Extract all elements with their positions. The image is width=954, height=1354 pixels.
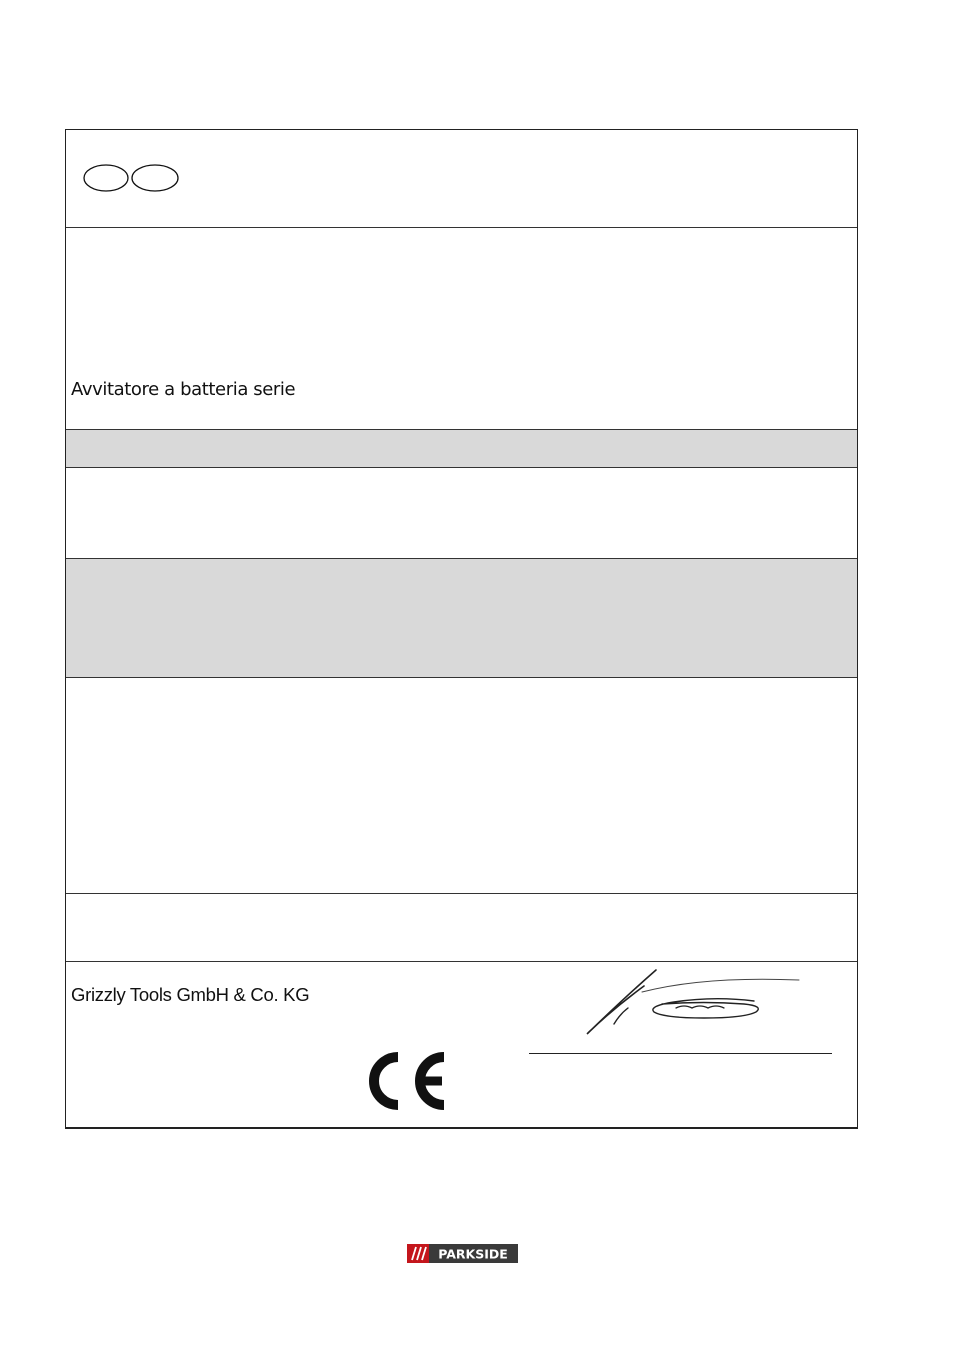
blank-row-3: [66, 894, 857, 962]
product-name: Avvitatore a batteria serie: [71, 379, 296, 400]
parkside-logo: [407, 1244, 518, 1263]
blank-row-1: [66, 468, 857, 559]
blank-row-2: [66, 678, 857, 894]
signature-line: [529, 1053, 832, 1054]
ce-mark-icon: [362, 1046, 448, 1116]
country-code-row: [66, 130, 857, 228]
product-row: [66, 228, 857, 430]
shaded-row-1: [66, 430, 857, 468]
signature-row: [66, 962, 857, 1128]
shaded-row-2: [66, 559, 857, 678]
svg-text:PARKSIDE: PARKSIDE: [438, 1246, 508, 1262]
manufacturer-name: Grizzly Tools GmbH & Co. KG: [71, 984, 310, 1005]
signature-image: [584, 968, 800, 1038]
declaration-table: [65, 129, 858, 1129]
country-code-ovals: [83, 163, 183, 193]
